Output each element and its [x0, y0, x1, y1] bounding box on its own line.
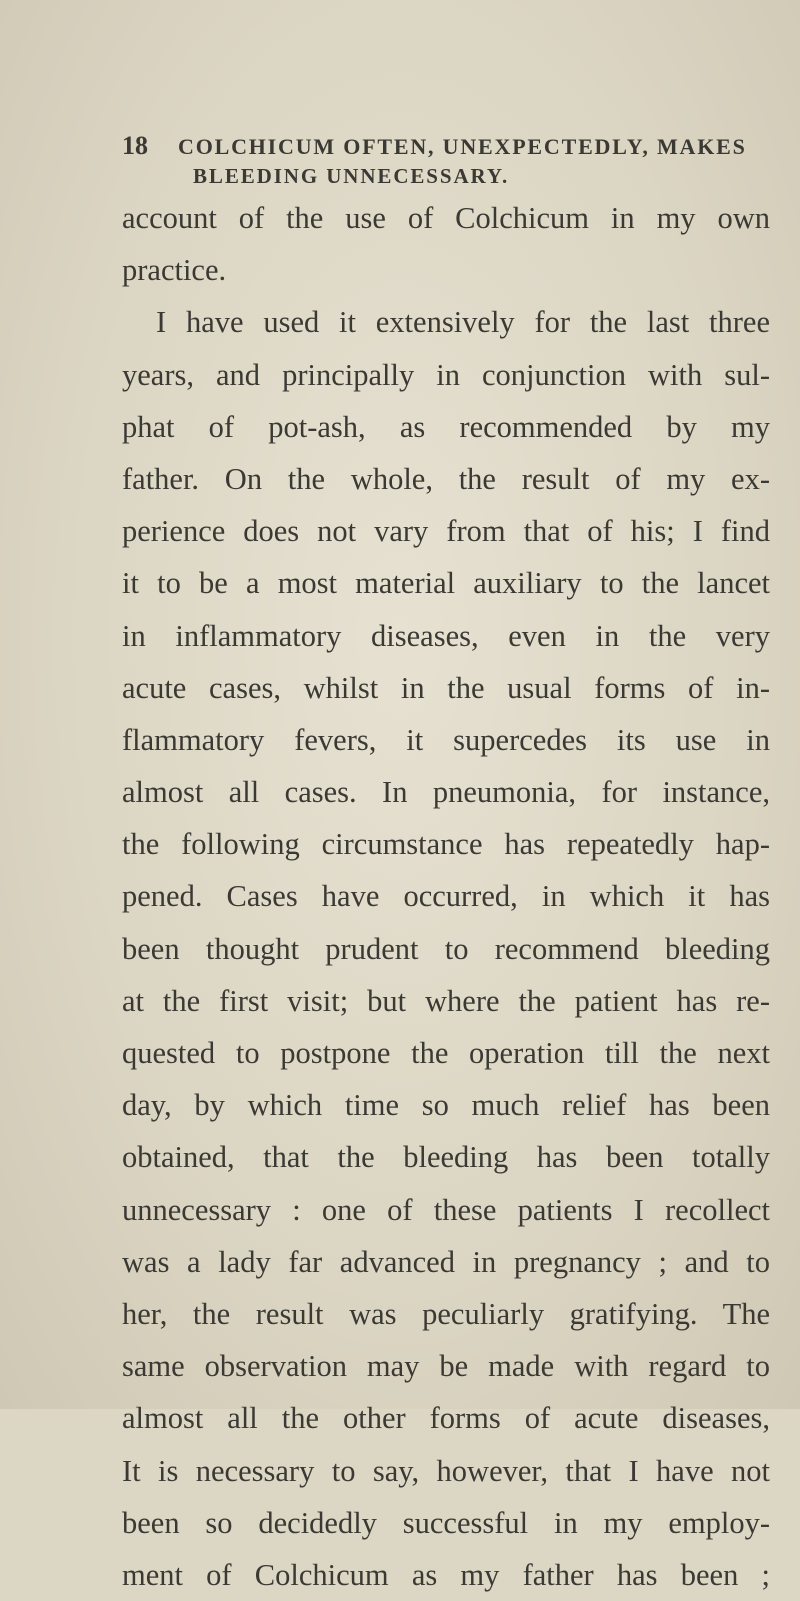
text-line: phat of pot-ash, as recommended by my: [122, 409, 770, 444]
text-line: in inflammatory diseases, even in the very: [122, 618, 770, 653]
text-line: almost all the other forms of acute diseases,: [122, 1401, 770, 1436]
text-line: flammatory fevers, it supercedes its use in: [122, 722, 770, 757]
text-line: her, the result was peculiarly gratifying. The: [122, 1296, 770, 1331]
text-line: day, by which time so much relief has been: [122, 1088, 770, 1123]
text-line: was a lady far advanced in pregnancy ; and to: [122, 1244, 770, 1279]
text-line: it to be a most material auxiliary to the lancet: [122, 566, 770, 601]
text-line: same observation may be made with regard to: [122, 1349, 770, 1384]
text-line: account of the use of Colchicum in my own: [122, 201, 770, 235]
text-line: It is necessary to say, however, that I have not: [122, 1453, 770, 1488]
text-line: quested to postpone the operation till the next: [122, 1036, 770, 1070]
text-line: almost all cases. In pneumonia, for instance,: [122, 775, 770, 810]
text-line: ment of Colchicum as my father has been ;: [122, 1557, 770, 1592]
text-line: been thought prudent to recommend bleeding: [122, 931, 770, 966]
body-text: [122, 192, 770, 1601]
text-line: father. On the whole, the result of my ex-: [122, 461, 770, 496]
text-line: unnecessary : one of these patients I recollect: [122, 1192, 770, 1227]
text-line: obtained, that the bleeding has been totally: [122, 1140, 770, 1175]
text-line: at the first visit; but where the patient has re-: [122, 983, 770, 1018]
text-line: acute cases, whilst in the usual forms of in-: [122, 670, 770, 705]
text-line: the following circumstance has repeatedly hap-: [122, 827, 770, 862]
text-line: practice.: [122, 253, 227, 288]
page-number: 18: [122, 131, 148, 160]
running-title: COLCHICUM OFTEN, UNEXPECTEDLY, MAKES: [178, 134, 747, 159]
text-line: years, and principally in conjunction with sul-: [122, 357, 770, 392]
text-line: been so decidedly successful in my employ-: [122, 1505, 770, 1540]
text-line: perience does not vary from that of his; I find: [122, 514, 770, 549]
running-title-continuation: BLEEDING UNNECESSARY.: [193, 164, 510, 188]
text-line: pened. Cases have occurred, in which it has: [122, 879, 770, 914]
text-line: I have used it extensively for the last three: [156, 305, 770, 340]
running-head: [122, 133, 762, 160]
